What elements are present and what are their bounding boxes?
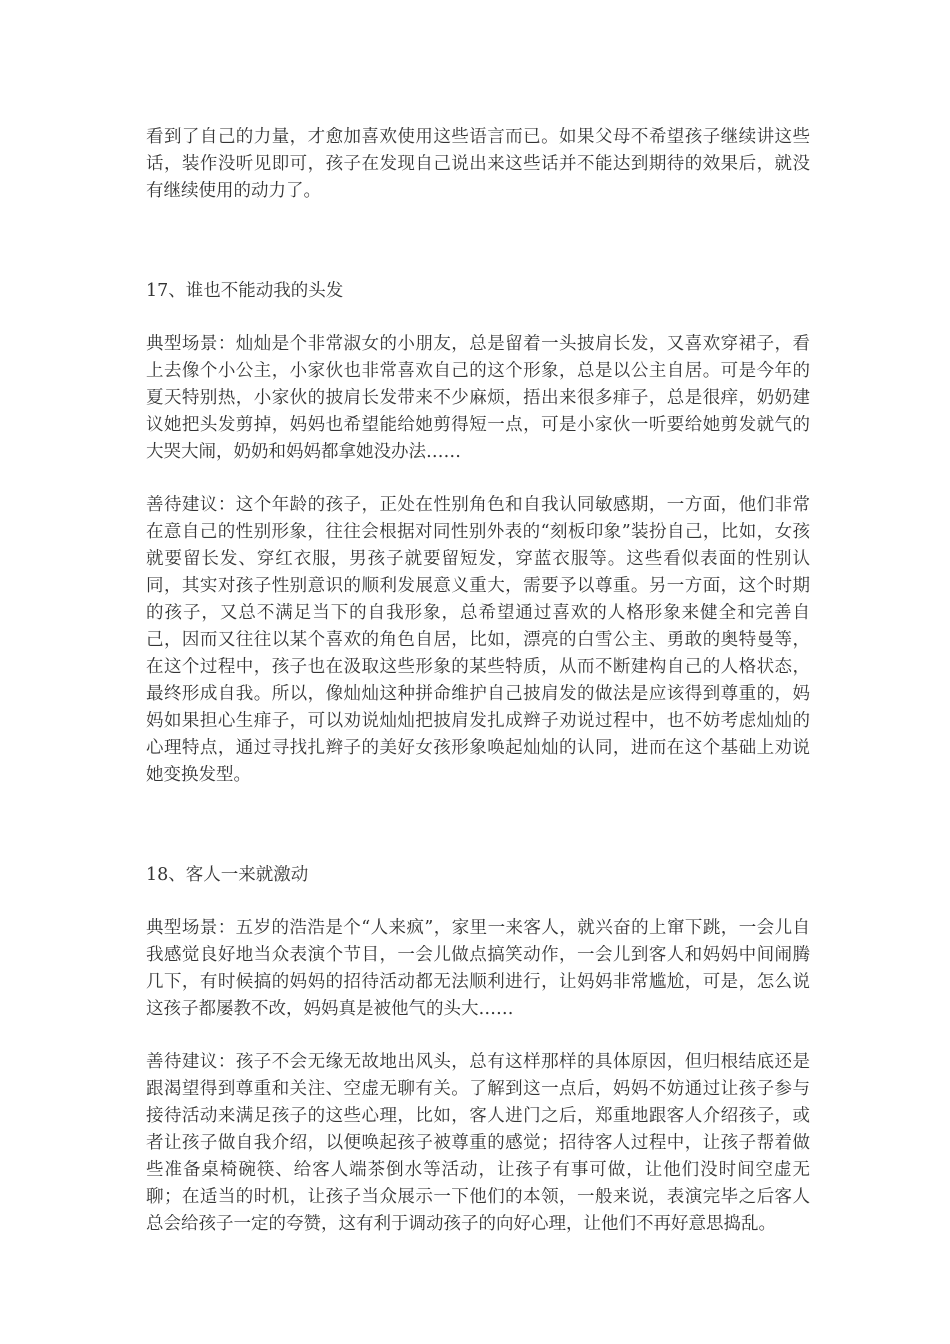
section-18-advice-paragraph: 善待建议：孩子不会无缘无故地出风头，总有这样那样的具体原因，但归根结底还是跟渴望得到尊重和关注、空虚无聊有关。了解到这一点后，妈妈不妨通过让孩子参与接待活动来满足孩子的这些心理，比如，客人进门之后，郑重地跟客人介绍孩子，或者让孩子做自我介绍，以便唤起孩子被尊重的感觉；招待客人过程中，让孩子帮着做些准备桌椅碗筷、给客人端茶倒水等活动，让孩子有事可做，让他们没时间空虚无聊；在适当的时机，让孩子当众展示一下他们的本领，一般来说，表演完毕之后客人总会给孩子一定的夸赞，这有利于调动孩子的向好心理，让他们不再好意思捣乱。 (146, 1052, 810, 1234)
section-17-scene-paragraph: 典型场景：灿灿是个非常淑女的小朋友，总是留着一头披肩长发，又喜欢穿裙子，看上去像个小公主，小家伙也非常喜欢自己的这个形象，总是以公主自居。可是今年的夏天特别热，小家伙的披肩长发带来不少麻烦，捂出来很多痱子，总是很痒，奶奶建议她把头发剪掉，妈妈也希望能给她剪得短一点，可是小家伙一听要给她剪发就气的大哭大闹，奶奶和妈妈都拿她没办法…… (146, 334, 810, 462)
paragraph-spacer (146, 466, 810, 492)
section-18-scene-paragraph: 典型场景：五岁的浩浩是个“人来疯”，家里一来客人，就兴奋的上窜下跳，一会儿自我感觉良好地当众表演个节目，一会儿做点搞笑动作，一会儿到客人和妈妈中间闹腾几下，有时候搞的妈妈的招待活动都无法顺利进行，让妈妈非常尴尬，可是，怎么说这孩子都屡教不改，妈妈真是被他气的头大…… (146, 918, 810, 1019)
section-spacer (146, 205, 810, 278)
paragraph-spacer (146, 1023, 810, 1049)
intro-paragraph: 看到了自己的力量，才愈加喜欢使用这些语言而已。如果父母不希望孩子继续讲这些话，装作没听见即可，孩子在发现自己说出来这些话并不能达到期待的效果后，就没有继续使用的动力了。 (146, 127, 810, 201)
section-spacer (146, 789, 810, 862)
section-18-heading: 18、客人一来就激动 (146, 865, 309, 885)
heading-spacer (146, 305, 810, 331)
document-body (146, 124, 810, 1238)
section-17-heading: 17、谁也不能动我的头发 (146, 281, 344, 301)
section-17-advice-paragraph: 善待建议：这个年龄的孩子，正处在性别角色和自我认同敏感期，一方面，他们非常在意自己的性别形象，往往会根据对同性别外表的“刻板印象”装扮自己，比如，女孩就要留长发、穿红衣服，男孩子就要留短发，穿蓝衣服等。这些看似表面的性别认同，其实对孩子性别意识的顺利发展意义重大，需要予以尊重。另一方面，这个时期的孩子，又总不满足当下的自我形象，总希望通过喜欢的人格形象来健全和完善自己，因而又往往以某个喜欢的角色自居，比如，漂亮的白雪公主、勇敢的奥特曼等，在这个过程中，孩子也在汲取这些形象的某些特质，从而不断建构自己的人格状态，最终形成自我。所以，像灿灿这种拼命维护自己披肩发的做法是应该得到尊重的，妈妈如果担心生痱子，可以劝说灿灿把披肩发扎成辫子劝说过程中，也不妨考虑灿灿的心理特点，通过寻找扎辫子的美好女孩形象唤起灿灿的认同，进而在这个基础上劝说她变换发型。 (146, 495, 810, 785)
heading-spacer (146, 889, 810, 915)
